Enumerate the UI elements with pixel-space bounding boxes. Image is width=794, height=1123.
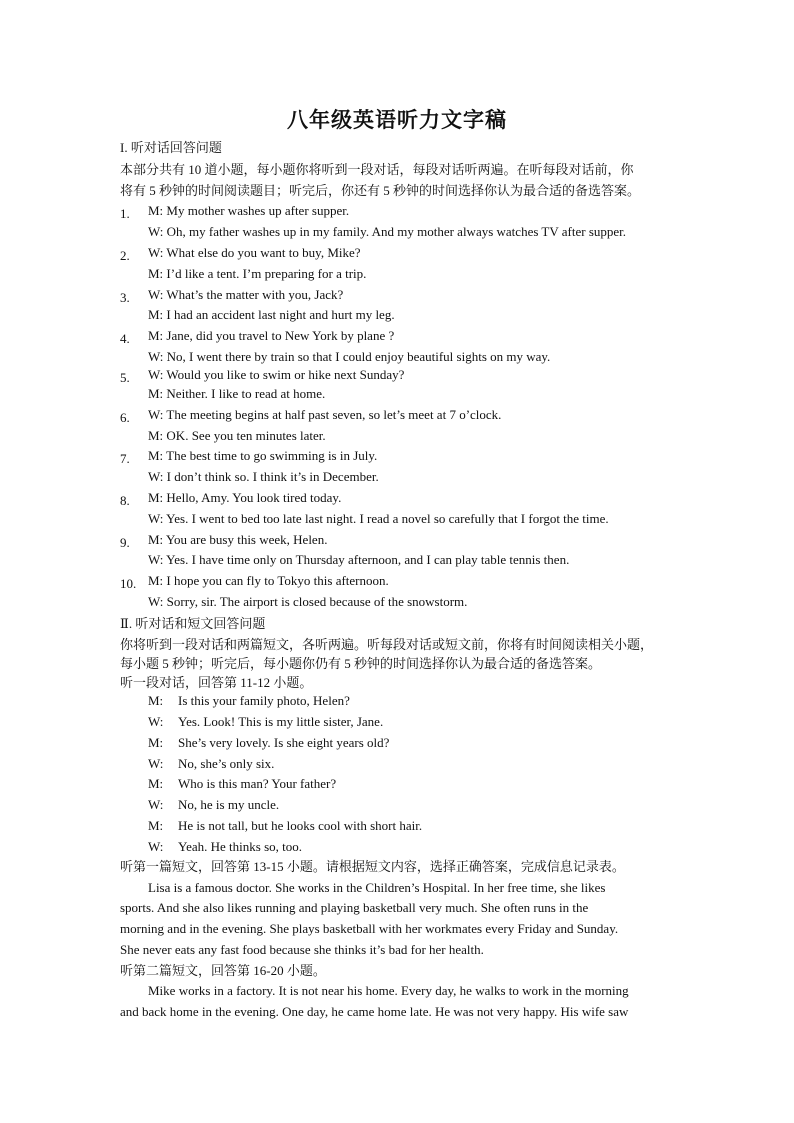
dialogue-line: M: The best time to go swimming is in July. xyxy=(148,448,378,463)
dialogue-line: Is this your family photo, Helen? xyxy=(178,693,350,708)
dialogue-line: No, she’s only six. xyxy=(178,756,275,771)
dialogue-line: W: I don’t think so. I think it’s in December. xyxy=(148,469,379,484)
speaker-label: M: xyxy=(148,735,164,750)
speaker-label: W: xyxy=(148,797,164,812)
question-number: 6. xyxy=(120,410,130,425)
dialogue-line: M: I hope you can fly to Tokyo this afternoon. xyxy=(148,573,389,588)
dialogue-line: M: Hello, Amy. You look tired today. xyxy=(148,490,342,505)
dialogue-line: M: I’d like a tent. I’m preparing for a trip. xyxy=(148,266,367,281)
dialogue-line: W: Yes. I have time only on Thursday afternoon, and I can play table tennis then. xyxy=(148,552,570,567)
section-1-intro-line-1: 本部分共有 10 道小题，每小题你将听到一段对话，每段对话听两遍。在听每段对话前，你 xyxy=(120,162,634,177)
passage-2-line: Mike works in a factory. It is not near his home. Every day, he walks to work in the morning xyxy=(148,983,629,998)
passage-2-heading: 听第二篇短文，回答第 16-20 小题。 xyxy=(120,963,326,978)
section-2-intro-line-1: 你将听到一段对话和两篇短文，各听两遍。听每段对话或短文前，你将有时间阅读相关小题， xyxy=(120,637,654,652)
question-number: 1. xyxy=(120,206,130,221)
section-1-heading: I. 听对话回答问题 xyxy=(120,140,222,155)
section-2-intro-line-2: 每小题 5 秒钟；听完后，每小题你仍有 5 秒钟的时间选择你认为最合适的备选答案。 xyxy=(120,656,602,671)
question-number: 8. xyxy=(120,493,130,508)
dialogue-line: W: The meeting begins at half past seven, so let’s meet at 7 o’clock. xyxy=(148,407,502,422)
dialogue-line: M: My mother washes up after supper. xyxy=(148,203,350,218)
dialogue-heading: 听一段对话，回答第 11-12 小题。 xyxy=(120,675,313,690)
dialogue-line: Yeah. He thinks so, too. xyxy=(178,839,302,854)
passage-1-line: She never eats any fast food because she thinks it’s bad for her health. xyxy=(120,942,484,957)
dialogue-line: He is not tall, but he looks cool with short hair. xyxy=(178,818,423,833)
question-number: 2. xyxy=(120,248,130,263)
page-title: 八年级英语听力文字稿 xyxy=(287,108,507,132)
dialogue-line: W: Would you like to swim or hike next Sunday? xyxy=(148,367,405,382)
speaker-label: M: xyxy=(148,693,164,708)
passage-1-line: morning and in the evening. She plays basketball with her workmates every Friday and Sunday. xyxy=(120,921,619,936)
dialogue-line: M: You are busy this week, Helen. xyxy=(148,532,328,547)
dialogue-line: W: What else do you want to buy, Mike? xyxy=(148,245,361,260)
question-number: 5. xyxy=(120,370,130,385)
dialogue-line: She’s very lovely. Is she eight years old? xyxy=(178,735,390,750)
passage-1-line: sports. And she also likes running and playing basketball very much. She often runs in the xyxy=(120,900,589,915)
dialogue-line: M: Jane, did you travel to New York by plane ? xyxy=(148,328,395,343)
speaker-label: M: xyxy=(148,776,164,791)
dialogue-line: M: I had an accident last night and hurt my leg. xyxy=(148,307,395,322)
question-number: 3. xyxy=(120,290,130,305)
dialogue-line: W: Yes. I went to bed too late last night. I read a novel so carefully that I forgot the time. xyxy=(148,511,609,526)
question-number: 4. xyxy=(120,331,130,346)
section-2-heading: Ⅱ. 听对话和短文回答问题 xyxy=(120,616,266,631)
passage-2-line: and back home in the evening. One day, he came home late. He was not very happy. His wife saw xyxy=(120,1004,629,1019)
question-number: 7. xyxy=(120,451,130,466)
question-number: 10. xyxy=(120,576,137,591)
dialogue-line: W: Sorry, sir. The airport is closed because of the snowstorm. xyxy=(148,594,468,609)
dialogue-line: W: No, I went there by train so that I could enjoy beautiful sights on my way. xyxy=(148,349,551,364)
speaker-label: W: xyxy=(148,756,164,771)
dialogue-line: M: Neither. I like to read at home. xyxy=(148,386,326,401)
dialogue-line: No, he is my uncle. xyxy=(178,797,280,812)
dialogue-line: M: OK. See you ten minutes later. xyxy=(148,428,326,443)
section-1-intro-line-2: 将有 5 秒钟的时间阅读题目；听完后，你还有 5 秒钟的时间选择你认为最合适的备选答案。 xyxy=(120,183,641,198)
dialogue-line: Who is this man? Your father? xyxy=(178,776,337,791)
passage-1-heading: 听第一篇短文，回答第 13-15 小题。请根据短文内容，选择正确答案，完成信息记录表。 xyxy=(120,859,625,874)
dialogue-line: Yes. Look! This is my little sister, Jane. xyxy=(178,714,384,729)
question-number: 9. xyxy=(120,535,130,550)
dialogue-line: W: Oh, my father washes up in my family. And my mother always watches TV after supper. xyxy=(148,224,627,239)
speaker-label: W: xyxy=(148,714,164,729)
dialogue-line: W: What’s the matter with you, Jack? xyxy=(148,287,344,302)
passage-1-line: Lisa is a famous doctor. She works in the Children’s Hospital. In her free time, she likes xyxy=(148,880,606,895)
speaker-label: M: xyxy=(148,818,164,833)
speaker-label: W: xyxy=(148,839,164,854)
